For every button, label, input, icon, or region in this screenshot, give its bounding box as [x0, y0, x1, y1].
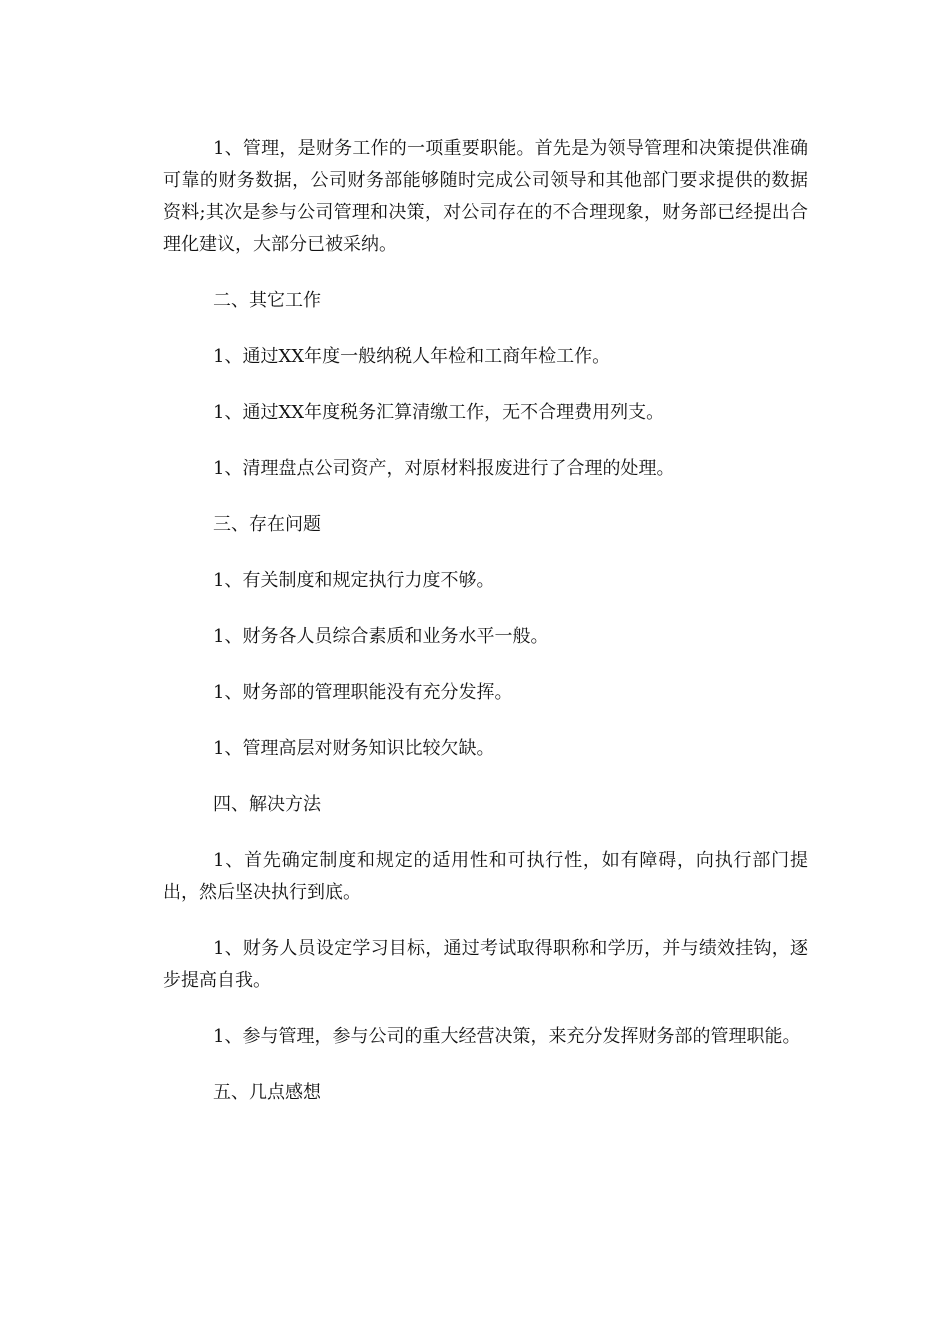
- heading-other-work: 二、其它工作: [213, 290, 321, 311]
- heading-solutions: 四、解决方法: [213, 794, 321, 815]
- paragraph-management: 1、管理，是财务工作的一项重要职能。首先是为领导管理和决策提供准确可靠的财务数据，公司财务部能够随时完成公司领导和其他部门要求提供的数据资料;其次是参与公司管理和决策，对公司存在的不合理现象，财务部已经提出合理化建议，大部分已被采纳。: [163, 138, 808, 255]
- paragraph-solution-learning: 1、财务人员设定学习目标，通过考试取得职称和学历，并与绩效挂钩，逐步提高自我。: [163, 938, 808, 991]
- paragraph-annual-inspection: 1、通过XX年度一般纳税人年检和工商年检工作。: [213, 346, 611, 367]
- paragraph-tax-settlement: 1、通过XX年度税务汇算清缴工作，无不合理费用列支。: [213, 402, 665, 423]
- heading-reflections: 五、几点感想: [213, 1082, 321, 1103]
- paragraph-problem-management-role: 1、财务部的管理职能没有充分发挥。: [213, 682, 513, 703]
- paragraph-problem-staff-quality: 1、财务各人员综合素质和业务水平一般。: [213, 626, 549, 647]
- heading-existing-problems: 三、存在问题: [213, 514, 321, 535]
- paragraph-solution-participation: 1、参与管理，参与公司的重大经营决策，来充分发挥财务部的管理职能。: [213, 1026, 801, 1047]
- paragraph-problem-enforcement: 1、有关制度和规定执行力度不够。: [213, 570, 495, 591]
- paragraph-problem-leadership-knowledge: 1、管理高层对财务知识比较欠缺。: [213, 738, 495, 759]
- paragraph-solution-rules: 1、首先确定制度和规定的适用性和可执行性，如有障碍，向执行部门提出，然后坚决执行到底。: [163, 850, 808, 903]
- paragraph-asset-inventory: 1、清理盘点公司资产，对原材料报废进行了合理的处理。: [213, 458, 675, 479]
- document-body: [163, 133, 808, 1133]
